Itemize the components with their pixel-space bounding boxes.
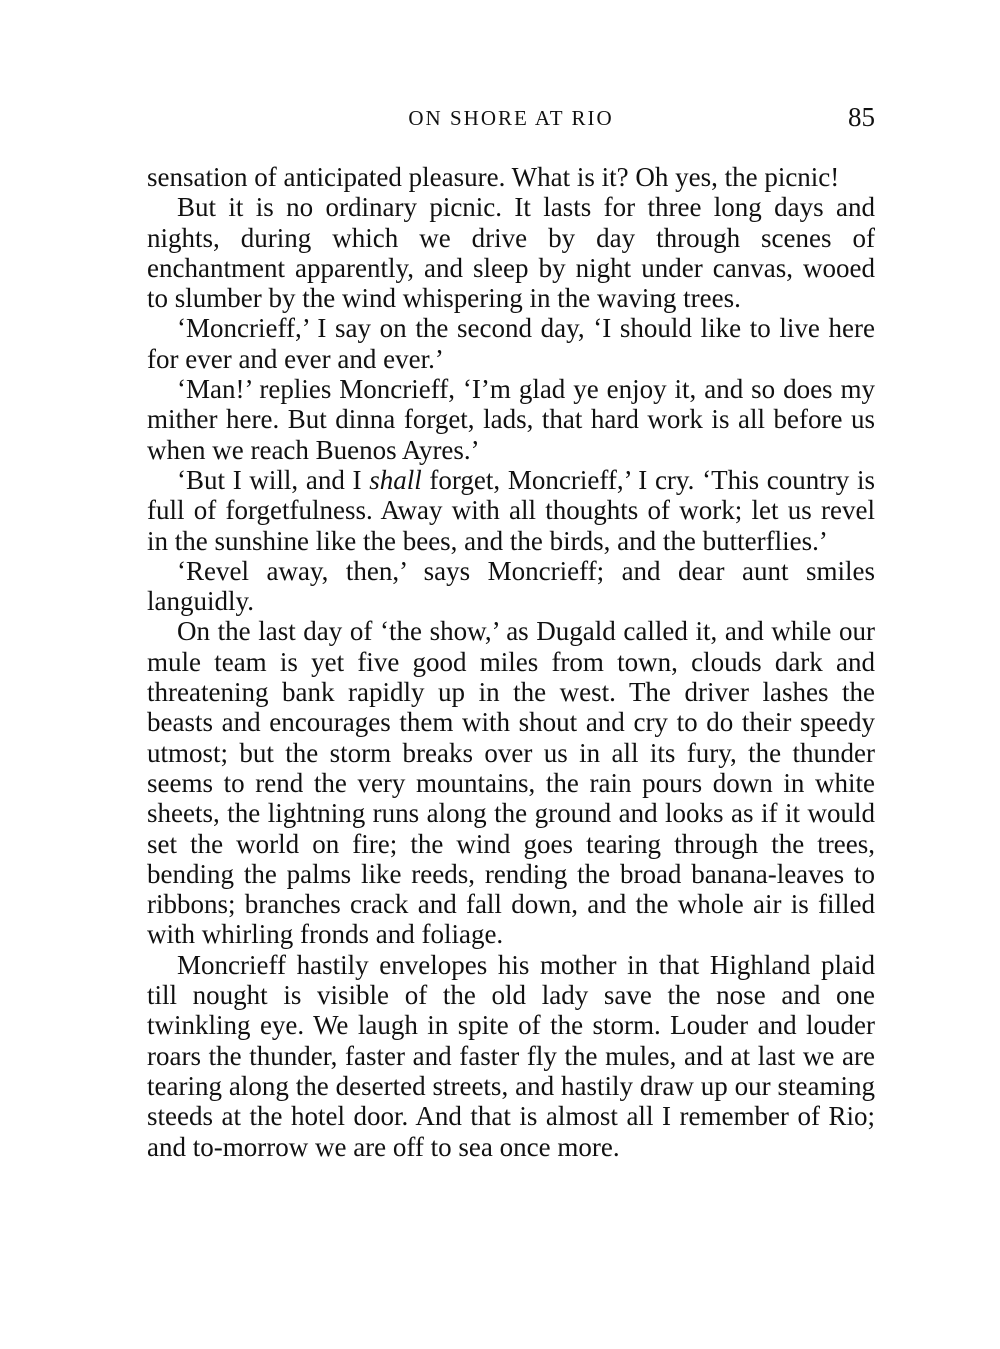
paragraph xyxy=(147,374,875,465)
paragraph xyxy=(147,950,875,1162)
paragraph xyxy=(147,616,875,949)
paragraph-text: ‘Moncrieff,’ I say on the second day, ‘I should like to live here for ever and ever and ever.’ xyxy=(147,313,875,374)
paragraph-text: But it is no ordinary picnic. It lasts for three long days and nights, during which we drive by day through scenes of enchantment apparently, and sleep by night under canvas, wooed to slumber by the wind whispering in the waving trees. xyxy=(147,192,875,314)
paragraph-text: Moncrieff hastily envelopes his mother in that Highland plaid till nought is visible of the old lady save the nose and one twinkling eye. We laugh in spite of the storm. Louder and louder roars the thunder, faster and faster fly the mules, and at last we are tearing along the deserted streets, and hastily draw up our steaming steeds at the hotel door. And that is almost all I remember of Rio; and to-morrow we are off to sea once more. xyxy=(147,949,875,1162)
paragraph xyxy=(147,192,875,313)
paragraph-text: On the last day of ‘the show,’ as Dugald called it, and while our mule team is yet five good miles from town, clouds dark and threatening bank rapidly up in the west. The driver lashes the beasts and encourages them with shout and cry to do their speedy utmost; but the storm breaks over us in all its fury, the thunder seems to rend the very mountains, the rain pours down in white sheets, the lightning runs along the ground and looks as if it would set the world on fire; the wind goes tearing through the trees, bending the palms like reeds, rending the broad banana-leaves to ribbons; branches crack and fall down, and the whole air is filled with whirling fronds and foliage. xyxy=(147,616,875,950)
paragraph-text: sensation of anticipated pleasure. What is it? Oh yes, the picnic! xyxy=(147,162,840,192)
paragraph-text: ‘Man!’ replies Moncrieff, ‘I’m glad ye enjoy it, and so does my mither here. But dinna forget, lads, that hard work is all before us when we reach Buenos Ayres.’ xyxy=(147,374,875,465)
body-text xyxy=(147,162,875,1162)
page-number: 85 xyxy=(848,102,875,132)
paragraph xyxy=(147,556,875,617)
paragraph xyxy=(147,313,875,374)
running-title: ON SHORE AT RIO xyxy=(408,106,614,130)
paragraph xyxy=(147,465,875,556)
emphasized-word: shall xyxy=(369,464,422,495)
running-head xyxy=(147,102,875,138)
paragraph-text: ‘Revel away, then,’ says Moncrieff; and dear aunt smiles languidly. xyxy=(147,555,875,617)
paragraph-text: forget, Moncrieff,’ I cry. ‘This country is full of forgetfulness. Away with all thoughts of work; let us revel in the sunshine like the bees, and the birds, and the butterflies.’ xyxy=(147,464,875,556)
paragraph xyxy=(147,162,875,192)
paragraph-text: ‘But I will, and I xyxy=(177,464,370,495)
